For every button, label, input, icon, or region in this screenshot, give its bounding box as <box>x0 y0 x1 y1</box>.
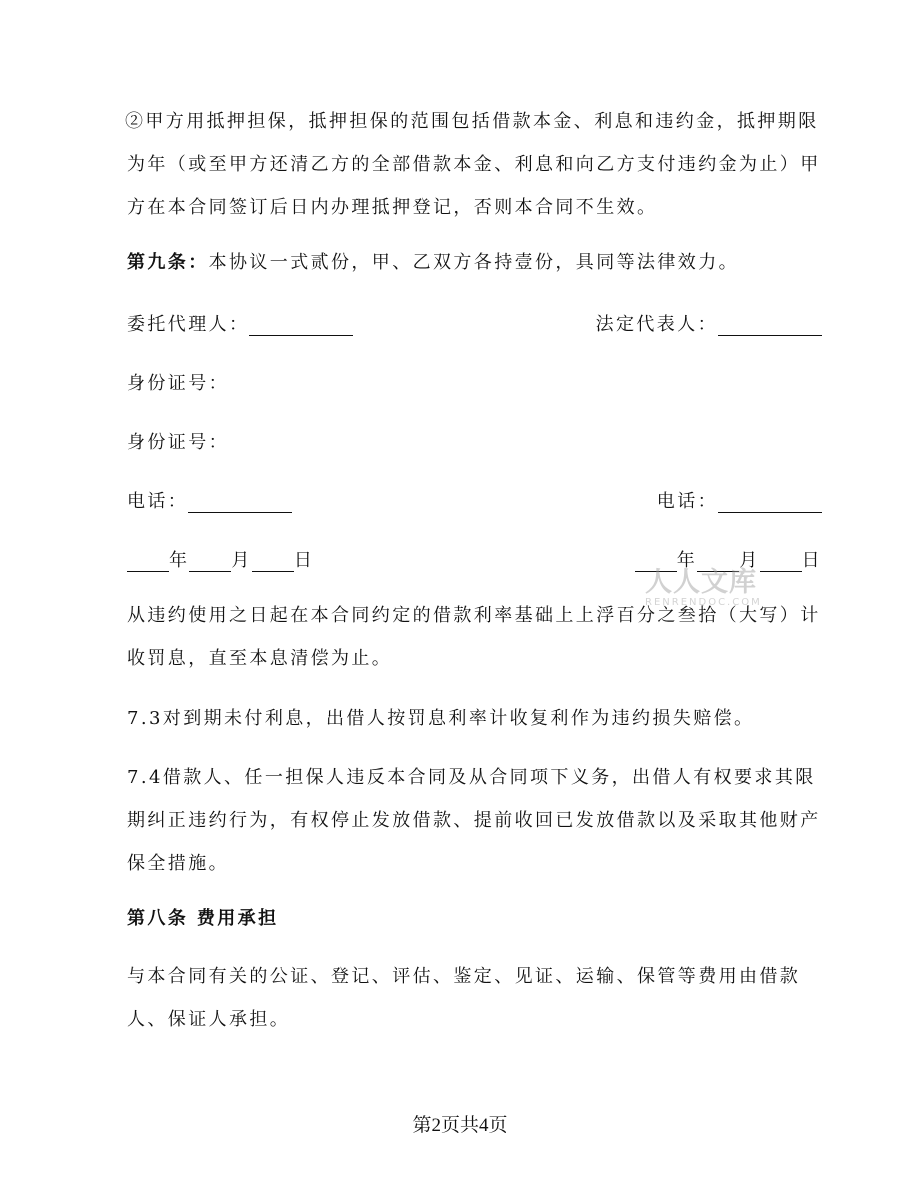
id-row-1 <box>127 367 822 397</box>
id-row-2 <box>127 426 822 456</box>
year-blank-left <box>127 551 169 572</box>
phone-blank-right <box>718 492 822 513</box>
paragraph-7-3: 7.3对到期未付利息，出借人按罚息利率计收复利作为违约损失赔偿。 <box>127 708 755 729</box>
id-label-2: 身份证号： <box>127 432 229 453</box>
legal-rep-blank <box>718 315 822 336</box>
month-label-right: 月 <box>739 550 760 571</box>
phone-label-left: 电话： <box>127 491 189 512</box>
article-9-text: 本协议一式贰份，甲、乙双方各持壹份，具同等法律效力。 <box>208 252 740 273</box>
date-field-left <box>127 546 314 572</box>
watermark-logo-text: 人人文库 <box>645 567 757 598</box>
signature-row-agent <box>127 308 822 338</box>
day-label-left: 日 <box>293 550 315 571</box>
legal-rep-field <box>596 310 822 336</box>
article-9-label: 第九条： <box>127 252 209 273</box>
day-label-right: 日 <box>801 550 822 571</box>
month-blank-left <box>189 551 231 572</box>
article-8-heading: 第八条 费用承担 <box>127 908 279 929</box>
page-indicator: 第2页共4页 <box>412 1115 508 1136</box>
phone-field-left <box>127 487 292 513</box>
watermark-sub-text: RENRENDOC.COM <box>645 597 762 608</box>
paragraph-penalty: 从违约使用之日起在本合同约定的借款利率基础上上浮百分之叁拾（大写）计收罚息，直至本息清偿为止。 <box>127 605 821 669</box>
phone-label-right: 电话： <box>656 491 718 512</box>
paragraph-7-4: 7.4借款人、任一担保人违反本合同及从合同项下义务，出借人有权要求其限期纠正违约行为，有权停止发放借款、提前收回已发放借款以及采取其他财产保全措施。 <box>127 767 821 874</box>
year-label-right: 年 <box>676 550 698 571</box>
phone-field-right <box>657 487 822 513</box>
article-9 <box>127 241 827 284</box>
id-label-1: 身份证号： <box>127 373 229 394</box>
paragraph-fees: 与本合同有关的公证、登记、评估、鉴定、见证、运输、保管等费用由借款人、保证人承担。 <box>127 966 801 1030</box>
day-blank-left <box>252 551 294 572</box>
year-label-left: 年 <box>169 550 190 571</box>
agent-field <box>127 310 353 336</box>
agent-blank <box>249 315 353 336</box>
agent-label: 委托代理人： <box>127 314 250 335</box>
phone-row <box>127 485 822 515</box>
paragraph-mortgage: ②甲方用抵押担保，抵押担保的范围包括借款本金、利息和违约金，抵押期限为年（或至甲方还清乙方的全部借款本金、利息和向乙方支付违约金为止）甲方在本合同签订后日内办理抵押登记，否则本合同不生效。 <box>125 111 821 218</box>
phone-blank-left <box>188 492 292 513</box>
month-label-left: 月 <box>231 550 252 571</box>
legal-rep-label: 法定代表人： <box>595 314 718 335</box>
